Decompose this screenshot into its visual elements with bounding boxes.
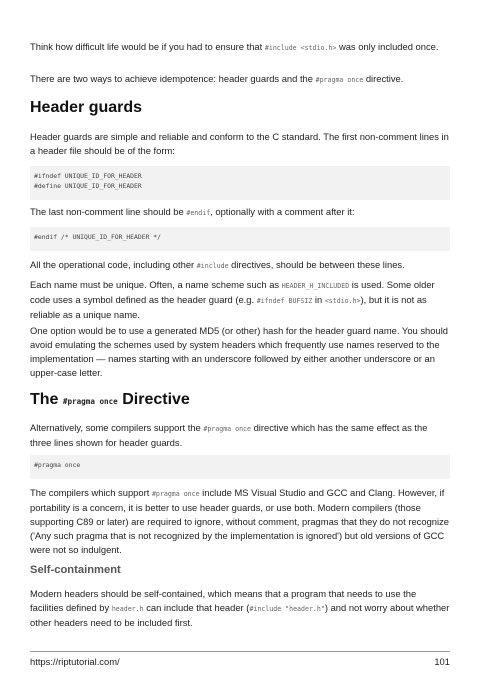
paragraph-self-contained: Modern headers should be self-contained, which means that a program that needs to use the facilities defined by header.h can include that header (#include "header.h") and not worry about whether other headers need to be included first. [30,588,450,628]
inline-code: #pragma once [203,425,251,433]
code-block-pragma: #pragma once [30,455,450,479]
paragraph-pragma-alternative: Alternatively, some compilers support the #pragma once directive which has the same effect as the three lines shown for header guards. [30,422,428,448]
paragraph-operational-code: All the operational code, including other #include directives, should be between these lines. [30,259,405,270]
inline-code: <stdio.h> [324,297,361,305]
paragraph-md5-hash: One option would be to use a generated MD5 (or other) hash for the header guard name. You should avoid emulating the schemes used by system headers which frequently use names reserved to the implementation — names starting with an underscore followed by either another underscore or an upper-case letter. [30,325,448,378]
paragraph-compiler-support: The compilers which support #pragma once include MS Visual Studio and GCC and Clang. However, if portability is a concern, it is better to use header guards, or use both. Modern compilers (those supporting C89 or later) are required to ignore, without comment, pragmas that they do not recognize ('Any such pragma that is not recognized by the implementation is ignored') but old versions of GCC were not so indulgent. [30,487,449,555]
code-block-endif: #endif /* UNIQUE_ID_FOR_HEADER */ [30,227,450,251]
paragraph-include-once: Think how difficult life would be if you had to ensure that #include <stdio.h> was only included once. [30,41,439,52]
inline-code: #pragma once [151,490,200,498]
inline-code: #endif [186,209,211,217]
code-block-ifndef: #ifndef UNIQUE_ID_FOR_HEADER #define UNIQUE_ID_FOR_HEADER [30,166,450,200]
page-footer [30,651,450,667]
heading-header-guards: Header guards [30,99,143,116]
inline-code: #include [196,262,229,270]
inline-code: header.h [111,605,144,613]
inline-code: #ifndef BUFSIZ [256,297,313,305]
inline-code: #include <stdio.h> [264,44,337,52]
paragraph-header-guards-intro: Header guards are simple and reliable and conform to the C standard. The first non-comment lines in a header file should be of the form: [30,131,449,156]
inline-code: #pragma once [315,76,364,84]
footer-url-link[interactable]: https://riptutorial.com/ [30,656,120,667]
paragraph-unique-name: Each name must be unique. Often, a name scheme such as HEADER_H_INCLUDED is used. Some older code uses a symbol defined as the header guard (e.g. #ifndef BUFSIZ in <stdio.h>), but it is not as reliable as a unique name. [30,279,435,320]
inline-code: #pragma once [62,397,118,406]
paragraph-endif: The last non-comment line should be #endif, optionally with a comment after it: [30,206,355,217]
heading-pragma-once: The #pragma once Directive [30,391,190,408]
inline-code: HEADER_H_INCLUDED [281,282,350,290]
paragraph-idempotence: There are two ways to achieve idempotence: header guards and the #pragma once directive. [30,73,404,84]
page-number: 101 [434,656,450,667]
heading-self-containment: Self-containment [30,564,121,576]
inline-code: #include "header.h" [249,605,325,613]
